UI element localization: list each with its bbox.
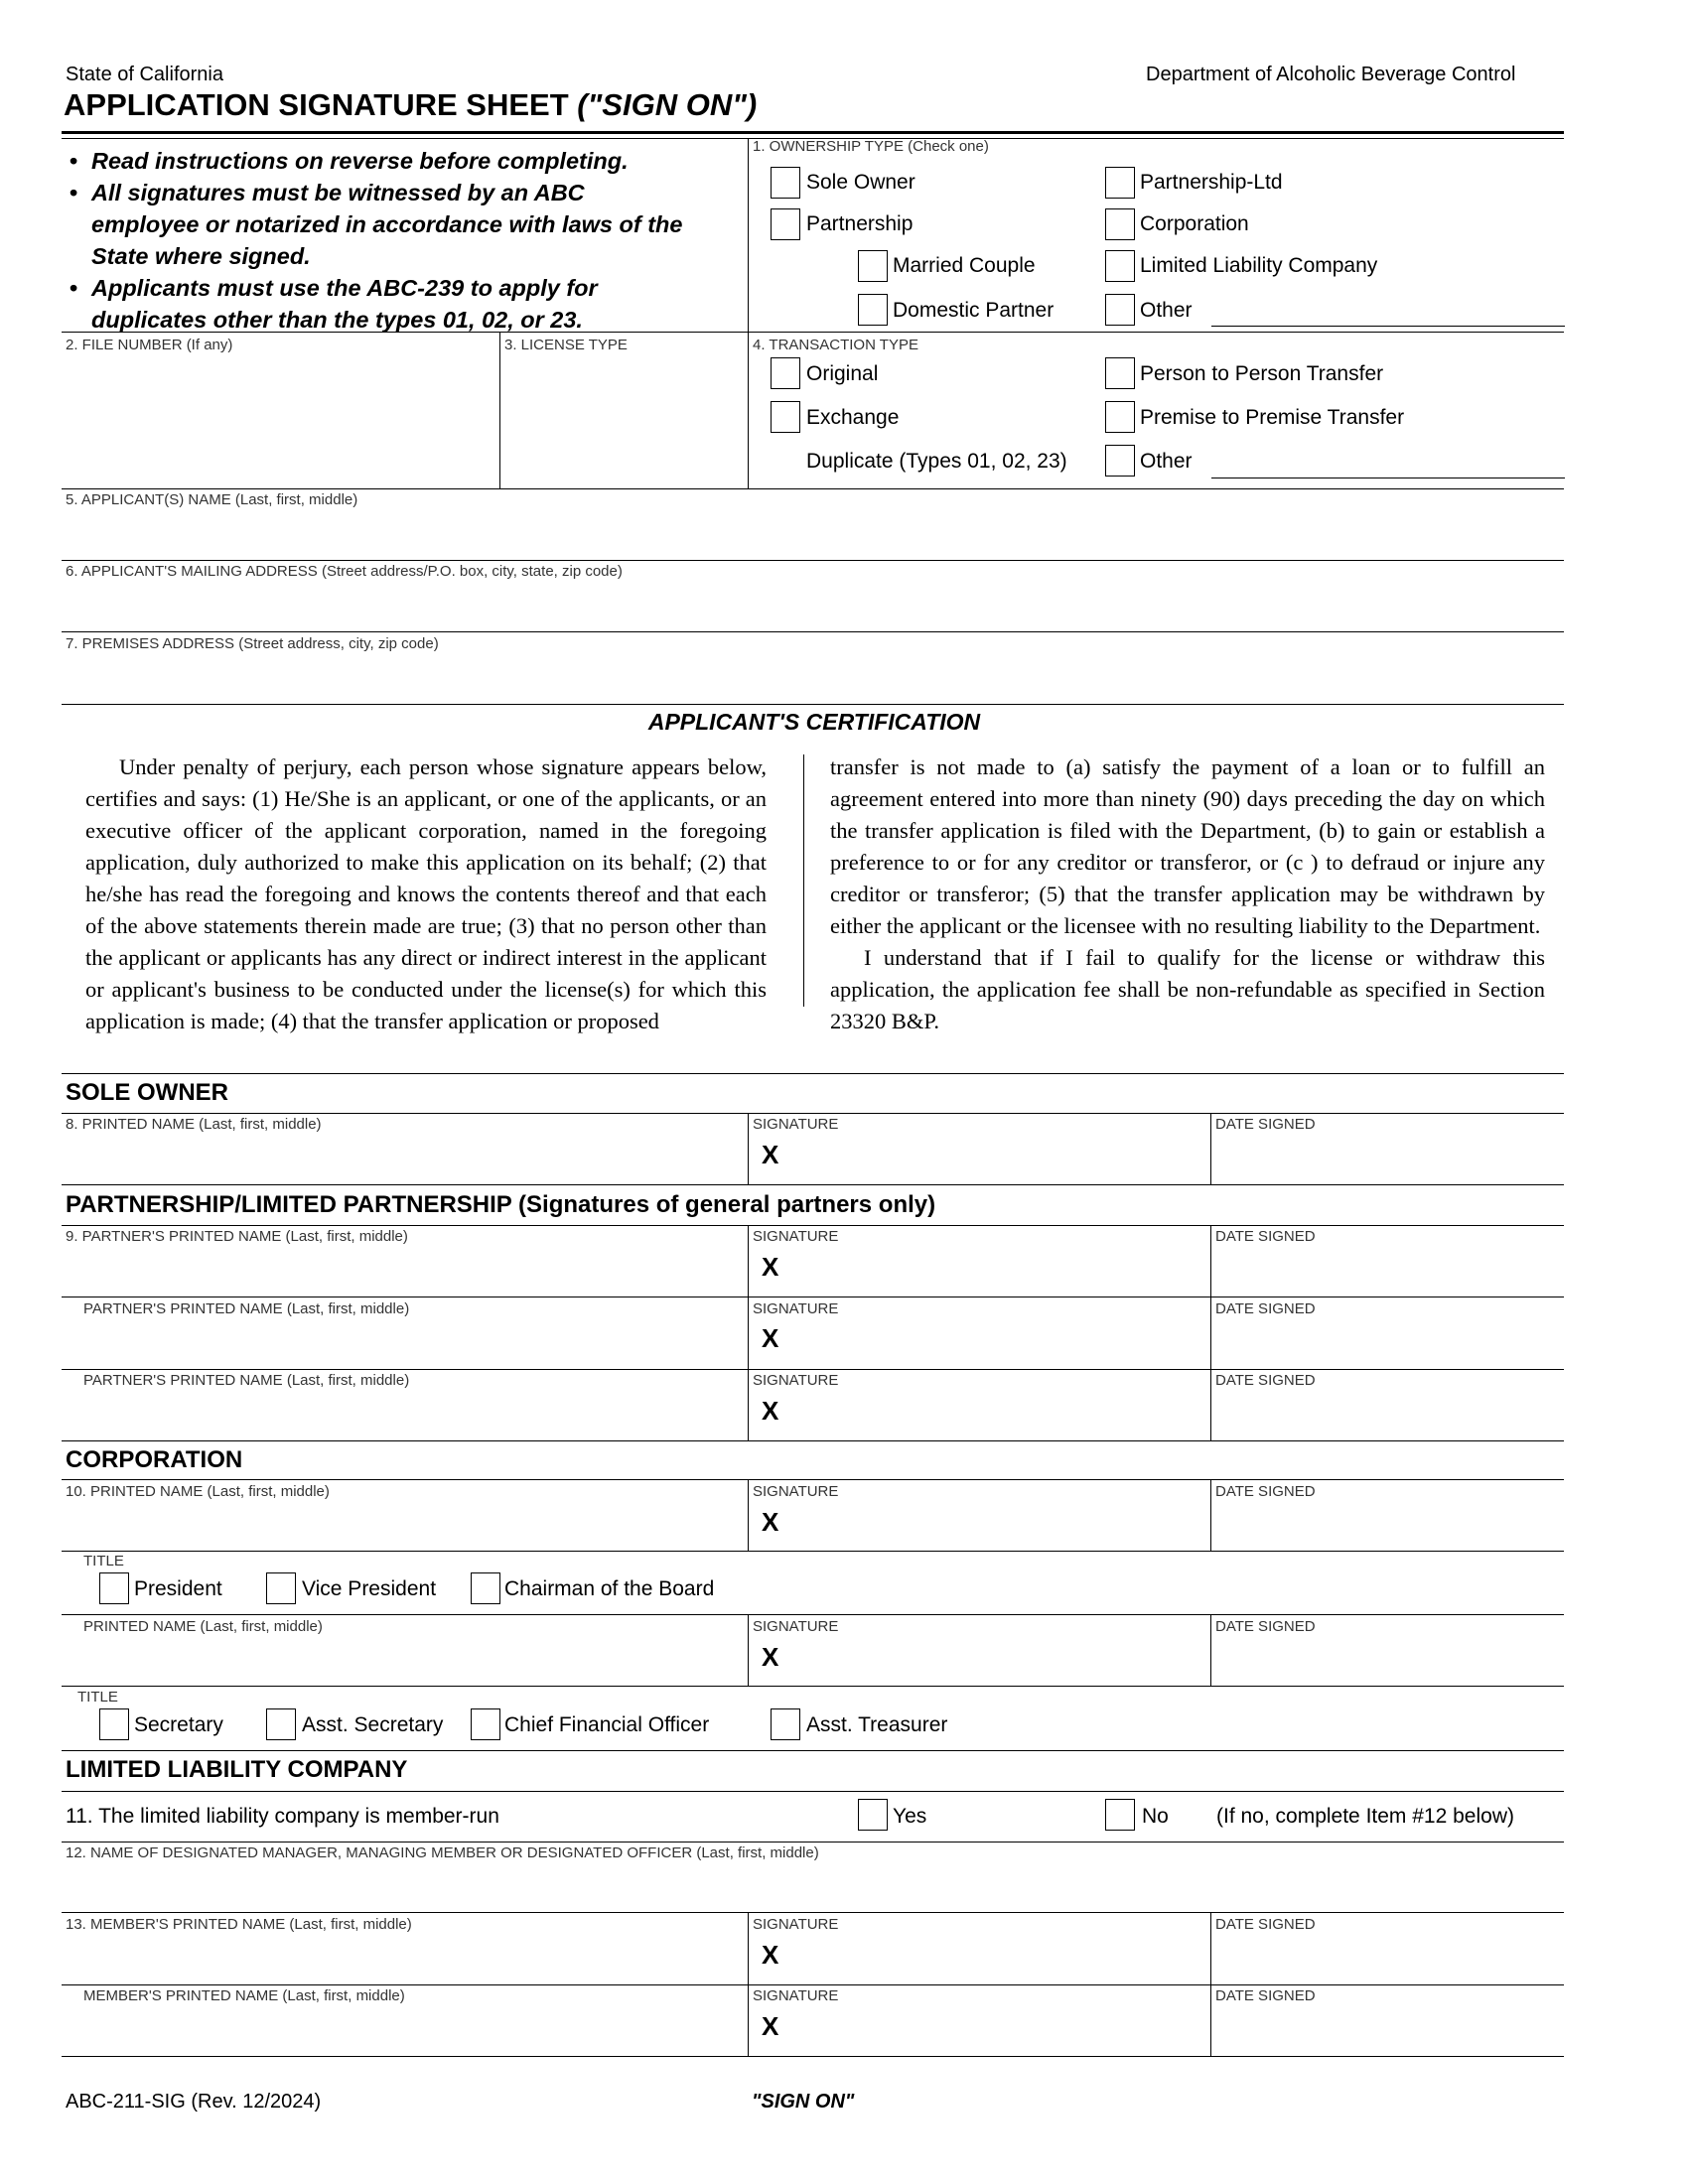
certification-heading: APPLICANT'S CERTIFICATION [647, 709, 981, 735]
cfo-label: Chief Financial Officer [504, 1713, 710, 1736]
signature-label: SIGNATURE [753, 1228, 839, 1245]
certification-text-3: I understand that if I fail to qualify for the license or withdraw this application, the application fee shall be non-refundable as specified in Section 23320 B&P. [830, 945, 1545, 1033]
title-label: TITLE [83, 1553, 124, 1570]
rule [62, 488, 1564, 489]
rule [62, 1614, 1564, 1615]
corporation-checkbox[interactable] [1105, 208, 1135, 240]
rule [62, 1073, 1564, 1074]
asst-secretary-label: Asst. Secretary [302, 1713, 444, 1736]
rule [62, 1686, 1564, 1687]
rule [62, 1551, 1564, 1552]
header-rule-thick [62, 131, 1564, 134]
page-title-suffix: ("SIGN ON") [577, 87, 758, 122]
member-run-question: 11. The limited liability company is member-run [66, 1805, 499, 1828]
domestic-partner-checkbox[interactable] [858, 294, 888, 326]
vice-president-label: Vice President [302, 1577, 437, 1600]
signature-label: SIGNATURE [753, 1916, 839, 1933]
divider [1210, 1225, 1211, 1440]
married-couple-label: Married Couple [893, 254, 1036, 277]
footer-sign-on: "SIGN ON" [752, 2091, 855, 2113]
sole-owner-heading: SOLE OWNER [66, 1079, 229, 1106]
signature-label: SIGNATURE [753, 1987, 839, 2004]
rule [62, 1842, 1564, 1843]
premise-transfer-label: Premise to Premise Transfer [1140, 406, 1405, 429]
signature-label: SIGNATURE [753, 1618, 839, 1635]
rule [62, 1750, 1564, 1751]
rule [62, 1984, 1564, 1985]
original-checkbox[interactable] [771, 357, 800, 389]
applicant-name-label: 5. APPLICANT(S) NAME (Last, first, middle) [66, 491, 358, 508]
president-label: President [134, 1577, 222, 1600]
rule [62, 1184, 1564, 1185]
partnership-checkbox[interactable] [771, 208, 800, 240]
rule [62, 1791, 1564, 1792]
chairman-label: Chairman of the Board [504, 1577, 715, 1600]
divider [748, 1912, 749, 2056]
sole-owner-name-label: 8. PRINTED NAME (Last, first, middle) [66, 1116, 322, 1133]
divider [748, 1113, 749, 1184]
secretary-checkbox[interactable] [99, 1708, 129, 1740]
signature-x-mark[interactable]: X [762, 1140, 779, 1169]
certification-text-1: Under penalty of perjury, each person whose signature appears below, certifies and says: (1) He/She is an applicant, or one of the applicants, or an executive officer of the applicant corporation, named in the foregoing application, duly authorized to make this application on its behalf; (2) that he/she has read the foregoing and knows the contents thereof and that each of the above statements therein made are true; (3) that no person other than the applicant or applicants has any direct or indirect interest in the applicant or applicant's business to be conducted under the license(s) for which this application is made; (4) that the transfer application or proposed [85, 754, 767, 1033]
ownership-label: 1. OWNERSHIP TYPE (Check one) [753, 138, 989, 155]
instruction-item: • Applicants must use the ABC-239 to apply for duplicates other than the types 01, 02, or 23. [68, 272, 697, 336]
corp-name-label: PRINTED NAME (Last, first, middle) [83, 1618, 323, 1635]
certification-col1 [85, 751, 767, 1037]
member-run-no-label: No [1142, 1805, 1169, 1828]
transaction-other-checkbox[interactable] [1105, 445, 1135, 477]
secretary-label: Secretary [134, 1713, 223, 1736]
person-transfer-checkbox[interactable] [1105, 357, 1135, 389]
partnership-label: Partnership [806, 212, 914, 235]
divider [748, 1225, 749, 1440]
president-checkbox[interactable] [99, 1572, 129, 1604]
corporation-label: Corporation [1140, 212, 1249, 235]
partner-name-label: PARTNER'S PRINTED NAME (Last, first, middle) [83, 1372, 410, 1389]
ownership-other-label: Other [1140, 299, 1193, 322]
partner-name-label: PARTNER'S PRINTED NAME (Last, first, middle) [83, 1300, 410, 1317]
ownership-other-checkbox[interactable] [1105, 294, 1135, 326]
file-number-label: 2. FILE NUMBER (If any) [66, 337, 233, 353]
sole-owner-checkbox[interactable] [771, 167, 800, 199]
divider [499, 332, 500, 488]
rule [62, 1440, 1564, 1441]
certification-divider [803, 754, 804, 1007]
date-signed-label: DATE SIGNED [1215, 1483, 1316, 1500]
member-run-note: (If no, complete Item #12 below) [1216, 1805, 1514, 1828]
llc-checkbox[interactable] [1105, 250, 1135, 282]
instructions [68, 145, 743, 336]
instruction-item: • All signatures must be witnessed by an ABC employee or notarized in accordance with laws of the State where signed. [68, 177, 697, 272]
signature-x-mark[interactable]: X [762, 1252, 779, 1282]
certification-col2 [830, 751, 1545, 1037]
rule [62, 704, 1564, 705]
rule [62, 1369, 1564, 1370]
rule [62, 631, 1564, 632]
transaction-other-label: Other [1140, 450, 1193, 473]
signature-x-mark[interactable]: X [762, 1940, 779, 1970]
vice-president-checkbox[interactable] [266, 1572, 296, 1604]
asst-treasurer-label: Asst. Treasurer [806, 1713, 948, 1736]
signature-label: SIGNATURE [753, 1116, 839, 1133]
page-title-main: APPLICATION SIGNATURE SHEET [64, 87, 569, 122]
date-signed-label: DATE SIGNED [1215, 1618, 1316, 1635]
premise-transfer-checkbox[interactable] [1105, 401, 1135, 433]
date-signed-label: DATE SIGNED [1215, 1228, 1316, 1245]
corp-name-label: 10. PRINTED NAME (Last, first, middle) [66, 1483, 330, 1500]
member-name-label: 13. MEMBER'S PRINTED NAME (Last, first, middle) [66, 1916, 412, 1933]
exchange-checkbox[interactable] [771, 401, 800, 433]
person-transfer-label: Person to Person Transfer [1140, 362, 1384, 385]
date-signed-label: DATE SIGNED [1215, 1300, 1316, 1317]
rule [62, 1479, 1564, 1480]
member-run-yes-label: Yes [893, 1805, 927, 1828]
asst-secretary-checkbox[interactable] [266, 1708, 296, 1740]
domestic-partner-label: Domestic Partner [893, 299, 1055, 322]
signature-x-mark[interactable]: X [762, 2011, 779, 2041]
asst-treasurer-checkbox[interactable] [771, 1708, 800, 1740]
date-signed-label: DATE SIGNED [1215, 1916, 1316, 1933]
ownership-other-line[interactable] [1211, 326, 1565, 327]
mailing-address-label: 6. APPLICANT'S MAILING ADDRESS (Street address/P.O. box, city, state, zip code) [66, 563, 623, 580]
rule [62, 2056, 1564, 2057]
certification-text-2: transfer is not made to (a) satisfy the payment of a loan or to fulfill an agreement entered into more than ninety (90) days preceding the day on which the transfer application is filed with the Department, (b) to gain or establish a preference to or for any creditor or transferor, or (c ) to defraud or injure any creditor or transferor; (5) that the transfer application may be withdrawn by either the applicant or the licensee with no resulting liability to the Department. [830, 754, 1545, 938]
divider [1210, 1113, 1211, 1184]
partnership-ltd-checkbox[interactable] [1105, 167, 1135, 199]
cfo-checkbox[interactable] [471, 1708, 500, 1740]
llc-heading: LIMITED LIABILITY COMPANY [66, 1756, 408, 1783]
member-run-yes-checkbox[interactable] [858, 1799, 888, 1831]
divider [1210, 1479, 1211, 1551]
designated-manager-label: 12. NAME OF DESIGNATED MANAGER, MANAGING MEMBER OR DESIGNATED OFFICER (Last, first, middle) [66, 1844, 819, 1861]
signature-label: SIGNATURE [753, 1483, 839, 1500]
department-label: Department of Alcoholic Beverage Control [1146, 64, 1516, 85]
signature-label: SIGNATURE [753, 1372, 839, 1389]
married-couple-checkbox[interactable] [858, 250, 888, 282]
member-run-no-checkbox[interactable] [1105, 1799, 1135, 1831]
date-signed-label: DATE SIGNED [1215, 1987, 1316, 2004]
signature-x-mark[interactable]: X [762, 1396, 779, 1426]
rule [62, 332, 1564, 333]
rule [62, 1113, 1564, 1114]
license-type-label: 3. LICENSE TYPE [504, 337, 628, 353]
title-label: TITLE [77, 1689, 118, 1706]
partnership-ltd-label: Partnership-Ltd [1140, 171, 1283, 194]
partnership-heading: PARTNERSHIP/LIMITED PARTNERSHIP (Signatures of general partners only) [66, 1191, 936, 1218]
signature-x-mark[interactable]: X [762, 1323, 779, 1353]
exchange-label: Exchange [806, 406, 900, 429]
signature-x-mark[interactable]: X [762, 1642, 779, 1672]
rule [62, 560, 1564, 561]
sole-owner-label: Sole Owner [806, 171, 915, 194]
divider [1210, 1912, 1211, 2056]
corporation-heading: CORPORATION [66, 1446, 243, 1473]
rule [62, 1225, 1564, 1226]
date-signed-label: DATE SIGNED [1215, 1116, 1316, 1133]
chairman-checkbox[interactable] [471, 1572, 500, 1604]
duplicate-label: Duplicate (Types 01, 02, 23) [806, 450, 1067, 473]
divider [748, 1614, 749, 1686]
date-signed-label: DATE SIGNED [1215, 1372, 1316, 1389]
partner-name-label: 9. PARTNER'S PRINTED NAME (Last, first, middle) [66, 1228, 408, 1245]
page-title [64, 87, 757, 123]
state-label: State of California [66, 64, 223, 85]
signature-label: SIGNATURE [753, 1300, 839, 1317]
divider [1210, 1614, 1211, 1686]
signature-x-mark[interactable]: X [762, 1507, 779, 1537]
transaction-label: 4. TRANSACTION TYPE [753, 337, 918, 353]
llc-label: Limited Liability Company [1140, 254, 1378, 277]
form-id: ABC-211-SIG (Rev. 12/2024) [66, 2091, 322, 2113]
divider [748, 1479, 749, 1551]
ownership-divider [748, 139, 749, 488]
premises-address-label: 7. PREMISES ADDRESS (Street address, city, zip code) [66, 635, 439, 652]
rule [62, 1912, 1564, 1913]
instruction-item: • Read instructions on reverse before completing. [68, 145, 743, 177]
original-label: Original [806, 362, 879, 385]
member-name-label: MEMBER'S PRINTED NAME (Last, first, middle) [83, 1987, 405, 2004]
